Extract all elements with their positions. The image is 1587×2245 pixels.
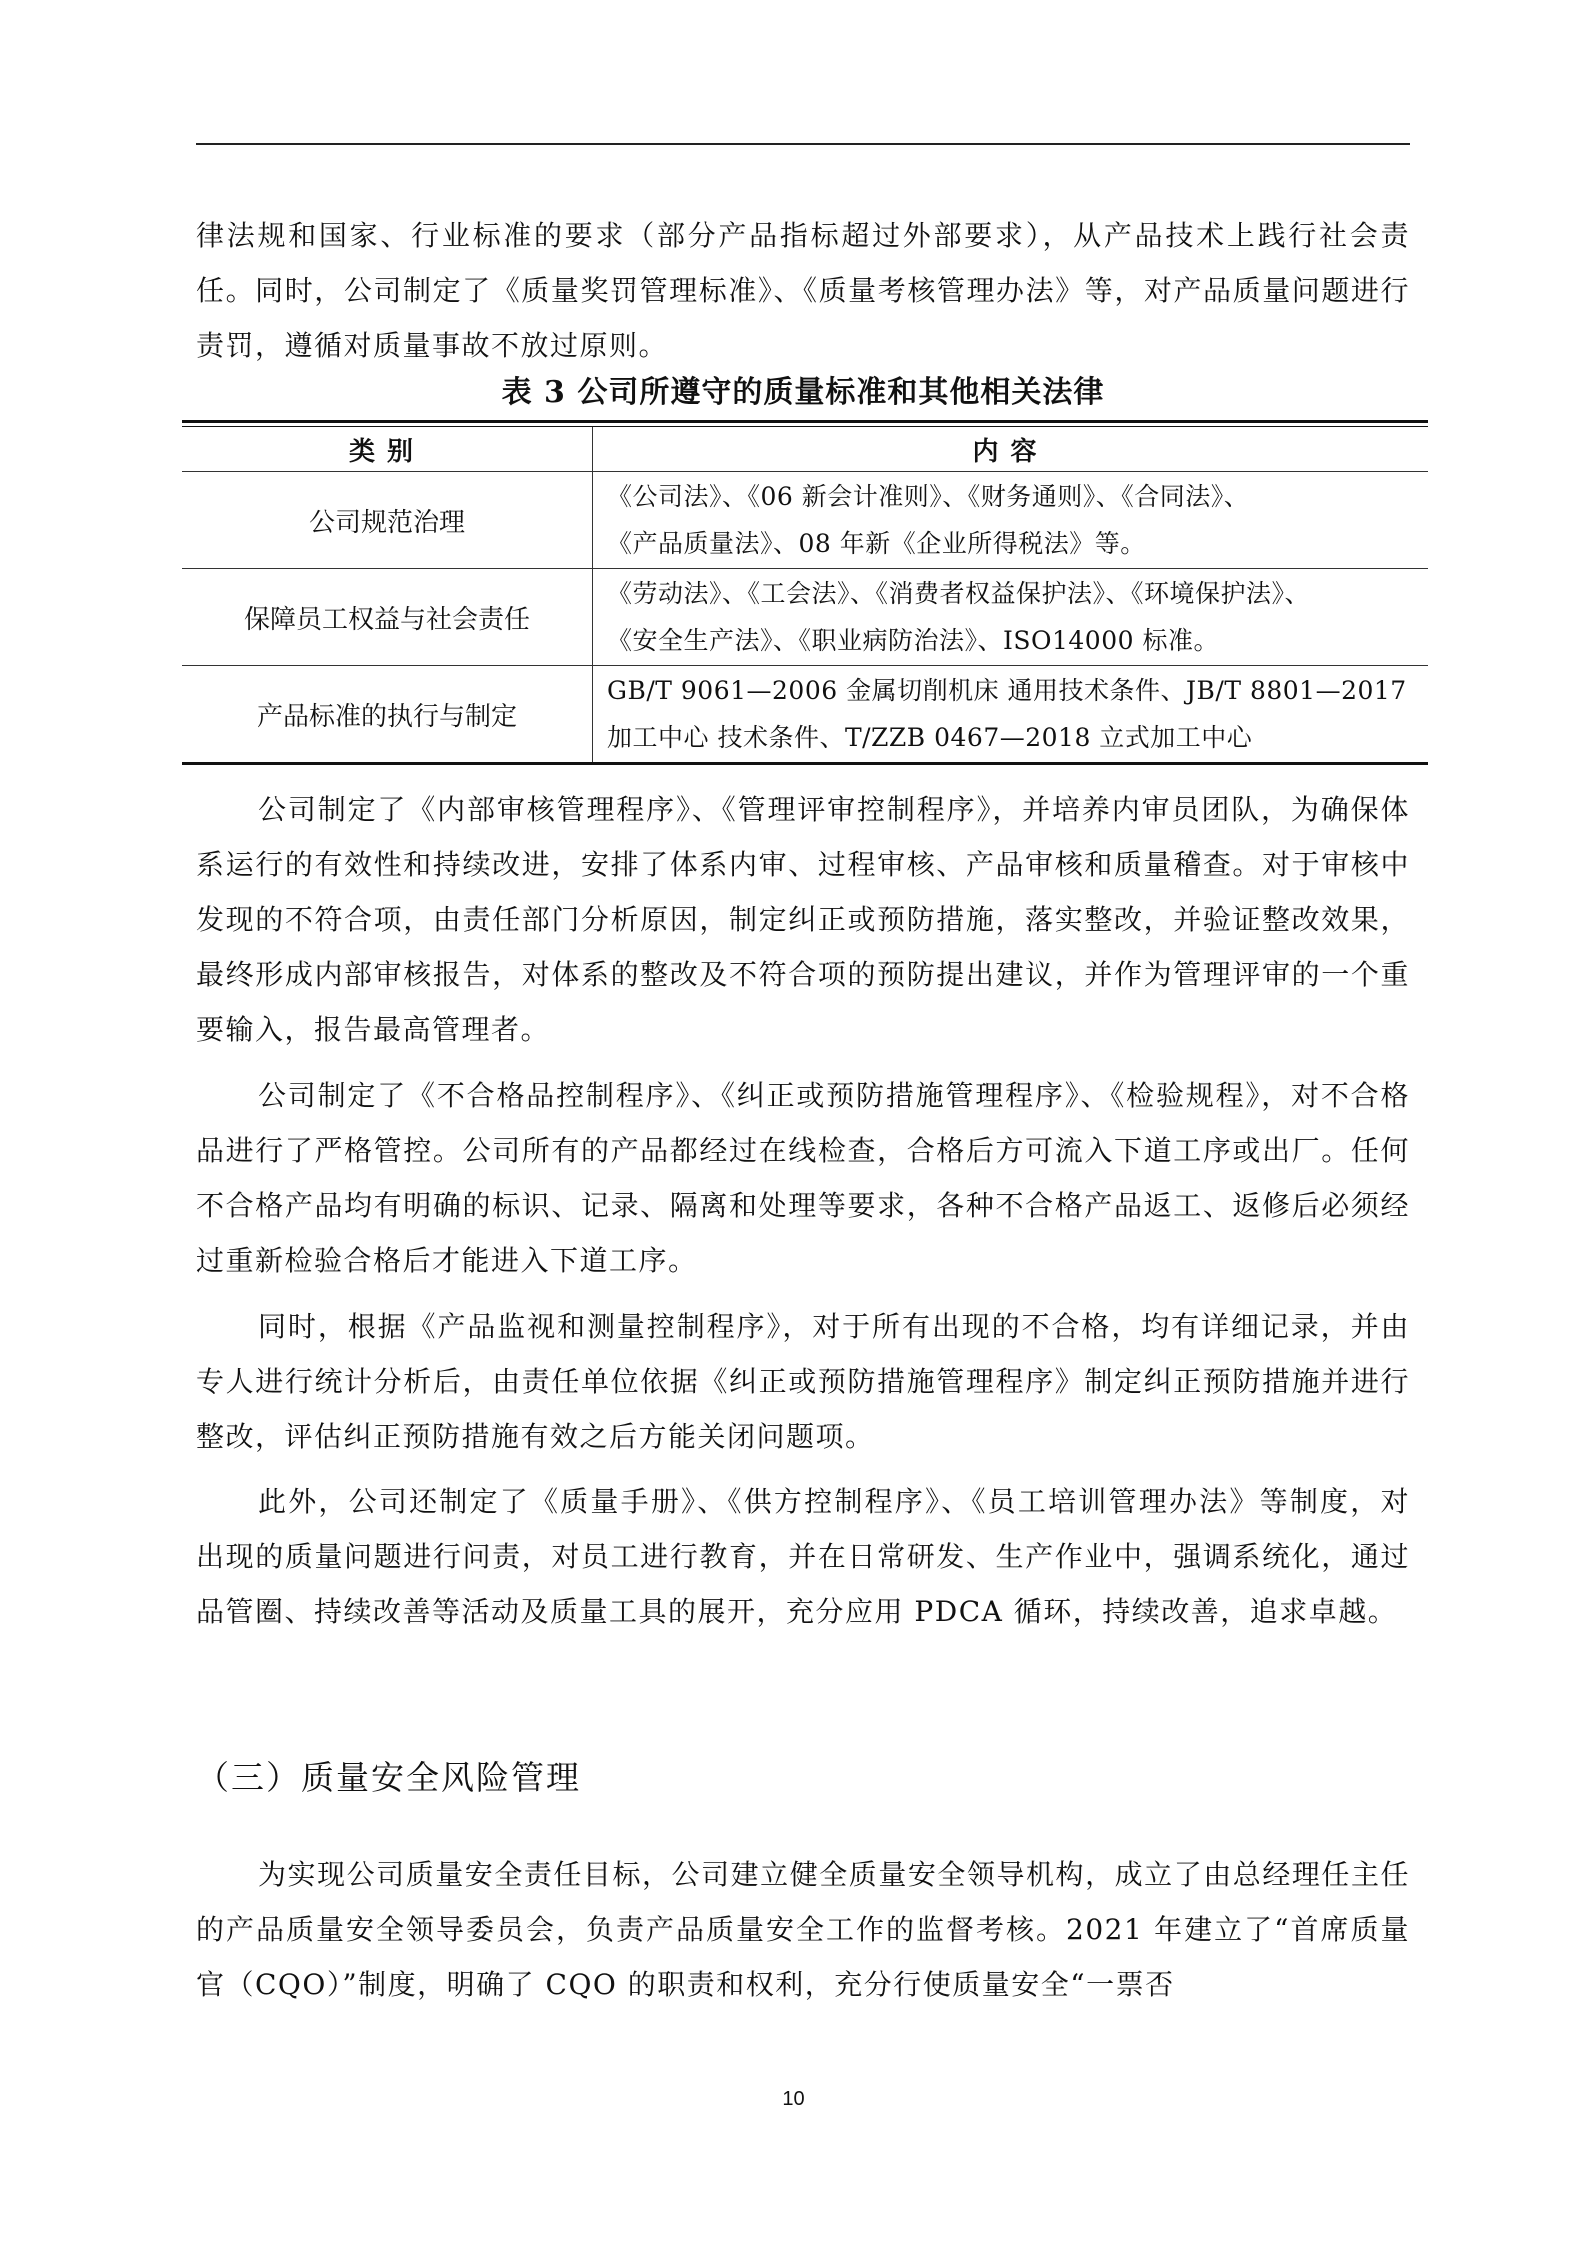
audit-paragraph: 公司制定了《内部审核管理程序》、《管理评审控制程序》，并培养内审员团队，为确保体系运行的有效性和持续改进，安排了体系内审、过程审核、产品审核和质量稽查。对于审核中发现的不符合项，由责任部门分析原因，制定纠正或预防措施，落实整改，并验证整改效果，最终形成内部审核报告，对体系的整改及不符合项的预防提出建议，并作为管理评审的一个重要输入，报告最高管理者。 <box>196 793 1410 1046</box>
row-content-line: 《产品质量法》、08 年新《企业所得税法》等。 <box>607 529 1146 558</box>
row-content <box>593 472 1429 569</box>
table-header-row <box>182 427 1428 472</box>
row-content-line: 《劳动法》、《工会法》、《消费者权益保护法》、《环境保护法》、 <box>607 579 1311 608</box>
table-caption: 表 3 公司所遵守的质量标准和其他相关法律 <box>501 375 1105 410</box>
header-content: 内容 <box>593 427 1429 472</box>
header-rule <box>196 143 1410 145</box>
other-systems-paragraph: 此外，公司还制定了《质量手册》、《供方控制程序》、《员工培训管理办法》等制度，对出现的质量问题进行问责，对员工进行教育，并在日常研发、生产作业中，强调系统化，通过品管圈、持续改善等活动及质量工具的展开，充分应用 PDCA 循环，持续改善，追求卓越。 <box>196 1485 1410 1628</box>
standards-table <box>182 420 1428 765</box>
table-row <box>182 472 1428 569</box>
row-category: 保障员工权益与社会责任 <box>182 569 593 666</box>
safety-paragraph: 为实现公司质量安全责任目标，公司建立健全质量安全领导机构，成立了由总经理任主任的产品质量安全领导委员会，负责产品质量安全工作的监督考核。2021 年建立了“首席质量官（CQO）”制度，明确了 CQO 的职责和权利，充分行使质量安全“一票否 <box>196 1858 1410 2001</box>
page-number: 10 <box>782 2088 805 2110</box>
table-row <box>182 666 1428 764</box>
row-content-line: 《安全生产法》、《职业病防治法》、ISO14000 标准。 <box>607 626 1219 655</box>
row-category: 公司规范治理 <box>182 472 593 569</box>
row-content-line: 《公司法》、《06 新会计准则》、《财务通则》、《合同法》、 <box>607 482 1250 511</box>
header-category: 类别 <box>182 427 593 472</box>
table-row <box>182 569 1428 666</box>
monitoring-paragraph: 同时，根据《产品监视和测量控制程序》，对于所有出现的不合格，均有详细记录，并由专人进行统计分析后，由责任单位依据《纠正或预防措施管理程序》制定纠正预防措施并进行整改，评估纠正预防措施有效之后方能关闭问题项。 <box>196 1310 1410 1453</box>
intro-paragraph: 律法规和国家、行业标准的要求（部分产品指标超过外部要求），从产品技术上践行社会责任。同时，公司制定了《质量奖罚管理标准》、《质量考核管理办法》等，对产品质量问题进行责罚，遵循对质量事故不放过原则。 <box>196 219 1410 362</box>
row-content-line: GB/T 9061—2006 金属切削机床 通用技术条件、JB/T 8801—2017 <box>607 676 1407 705</box>
section-heading: （三）质量安全风险管理 <box>196 1758 581 1797</box>
row-content <box>593 666 1429 764</box>
row-content-line: 加工中心 技术条件、T/ZZB 0467—2018 立式加工中心 <box>607 723 1253 752</box>
row-content <box>593 569 1429 666</box>
table-top-rule <box>182 420 1428 423</box>
row-category: 产品标准的执行与制定 <box>182 666 593 764</box>
nonconforming-paragraph: 公司制定了《不合格品控制程序》、《纠正或预防措施管理程序》、《检验规程》，对不合格品进行了严格管控。公司所有的产品都经过在线检查，合格后方可流入下道工序或出厂。任何不合格产品均有明确的标识、记录、隔离和处理等要求，各种不合格产品返工、返修后必须经过重新检验合格后才能进入下道工序。 <box>196 1079 1410 1277</box>
standards-table-grid <box>182 427 1428 765</box>
